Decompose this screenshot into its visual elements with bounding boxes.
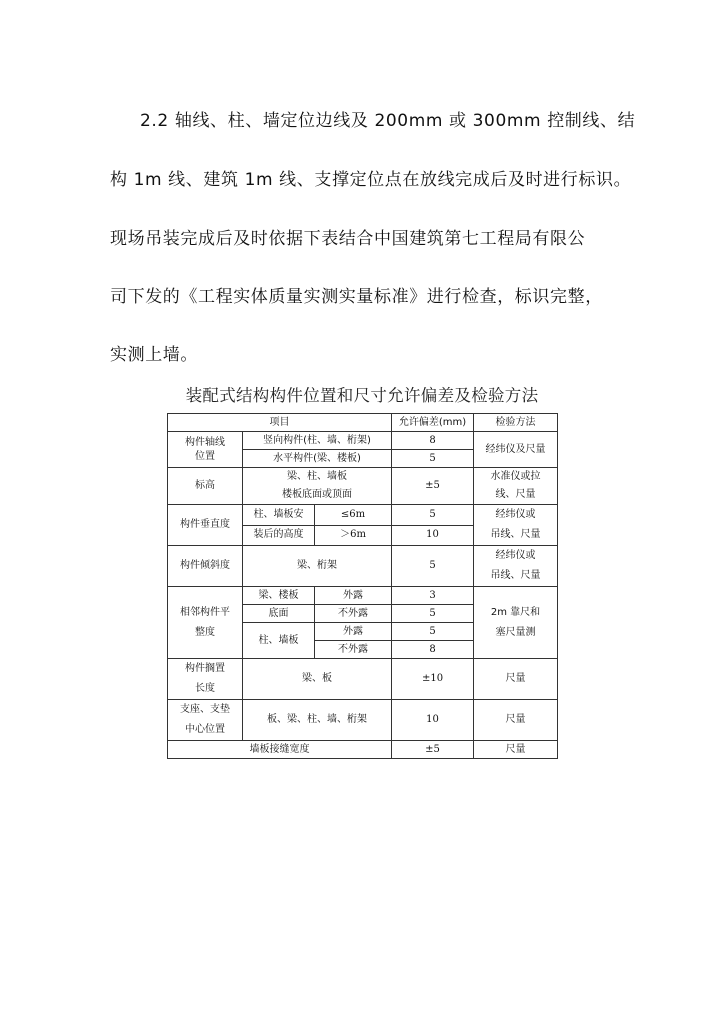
axis-vertical-value: 8: [392, 432, 474, 450]
flatness-g2-cond2: 不外露: [315, 641, 392, 659]
flatness-label-line2: 整度: [195, 626, 215, 638]
flatness-method-line1: 2m 靠尺和: [490, 606, 541, 618]
table-header-row: [168, 414, 558, 432]
verticality-cond2: ＞6m: [315, 525, 392, 546]
header-item: 项目: [168, 414, 392, 432]
axis-method: 经纬仪及尺量: [474, 432, 558, 468]
flatness-group2: 柱、墙板: [243, 623, 315, 659]
joint-method: 尺量: [474, 741, 558, 759]
paragraph-line-4: 司下发的《工程实体质量实测实量标准》进行检查，标识完整，: [110, 287, 603, 307]
paragraph-line-3: 现场吊装完成后及时依据下表结合中国建筑第七工程局有限公: [110, 229, 586, 249]
flatness-g1-value2: 5: [392, 605, 474, 623]
axis-label: [168, 432, 243, 468]
inclination-method-line1: 经纬仪或: [495, 550, 536, 561]
table-row: [168, 546, 558, 587]
elevation-method-line2: 线、尺量: [495, 489, 536, 500]
elevation-value: ±5: [392, 468, 474, 505]
support-method: 尺量: [474, 700, 558, 741]
axis-label-line2: 位置: [195, 450, 215, 462]
elevation-method-line1: 水准仪或拉: [490, 471, 541, 482]
verticality-item-line2: 装后的高度: [243, 525, 315, 546]
verticality-label: 构件垂直度: [168, 505, 243, 546]
flatness-method: [474, 587, 558, 659]
bearing-value: ±10: [392, 659, 474, 700]
flatness-g2-value1: 5: [392, 623, 474, 641]
header-method: 检验方法: [474, 414, 558, 432]
axis-vertical: 竖向构件(柱、墙、桁架): [243, 432, 392, 450]
header-tolerance: 允许偏差(mm): [392, 414, 474, 432]
elevation-method: [474, 468, 558, 505]
bearing-label-line1: 构件搁置: [185, 663, 225, 674]
verticality-item-line1: 柱、墙板安: [243, 505, 315, 526]
joint-label: 墙板接缝宽度: [168, 741, 392, 759]
bearing-label: [168, 659, 243, 700]
table-row: [168, 468, 558, 505]
bearing-label-line2: 长度: [195, 683, 215, 694]
axis-horizontal-value: 5: [392, 450, 474, 468]
paragraph-line-1: 2.2 轴线、柱、墙定位边线及 200mm 或 300mm 控制线、结: [140, 111, 636, 131]
bearing-method: 尺量: [474, 659, 558, 700]
inclination-label: 构件倾斜度: [168, 546, 243, 587]
flatness-g1-cond1: 外露: [315, 587, 392, 605]
support-value: 10: [392, 700, 474, 741]
table-row: [168, 659, 558, 700]
verticality-cond1: ≤6m: [315, 505, 392, 526]
inclination-method: [474, 546, 558, 587]
verticality-value2: 10: [392, 525, 474, 546]
elevation-label: 标高: [168, 468, 243, 505]
verticality-method-line2: 吊线、尺量: [490, 529, 541, 540]
flatness-label-line1: 相邻构件平: [180, 606, 230, 618]
support-label-line2: 中心位置: [185, 724, 225, 735]
elevation-item-line2: 楼板底面或顶面: [282, 489, 352, 500]
axis-label-line1: 构件轴线: [185, 436, 225, 448]
joint-value: ±5: [392, 741, 474, 759]
table-row: [168, 432, 558, 450]
support-label: [168, 700, 243, 741]
support-item: 板、梁、柱、墙、桁架: [243, 700, 392, 741]
inclination-value: 5: [392, 546, 474, 587]
flatness-label: [168, 587, 243, 659]
elevation-item-line1: 梁、柱、墙板: [287, 471, 347, 482]
table-row: [168, 700, 558, 741]
elevation-item: [243, 468, 392, 505]
verticality-value1: 5: [392, 505, 474, 526]
verticality-method: [474, 505, 558, 546]
table-row: [168, 505, 558, 526]
flatness-g1-value1: 3: [392, 587, 474, 605]
flatness-g1-cond2: 不外露: [315, 605, 392, 623]
flatness-group1-line2: 底面: [243, 605, 315, 623]
inclination-method-line2: 吊线、尺量: [490, 570, 541, 581]
paragraph-line-5: 实测上墙。: [110, 345, 198, 365]
flatness-g2-cond1: 外露: [315, 623, 392, 641]
axis-horizontal: 水平构件(梁、楼板): [243, 450, 392, 468]
inclination-item: 梁、桁架: [243, 546, 392, 587]
tolerance-table: [167, 413, 558, 759]
table-row: [168, 587, 558, 605]
paragraph-line-2: 构 1m 线、建筑 1m 线、支撑定位点在放线完成后及时进行标识。: [110, 170, 632, 190]
table-row: [168, 741, 558, 759]
bearing-item: 梁、板: [243, 659, 392, 700]
flatness-g2-value2: 8: [392, 641, 474, 659]
flatness-group1-line1: 梁、楼板: [243, 587, 315, 605]
support-label-line1: 支座、支垫: [180, 704, 230, 715]
flatness-method-line2: 塞尺量测: [495, 626, 536, 638]
verticality-method-line1: 经纬仪或: [495, 509, 536, 520]
table-title: 装配式结构构件位置和尺寸允许偏差及检验方法: [185, 386, 539, 405]
